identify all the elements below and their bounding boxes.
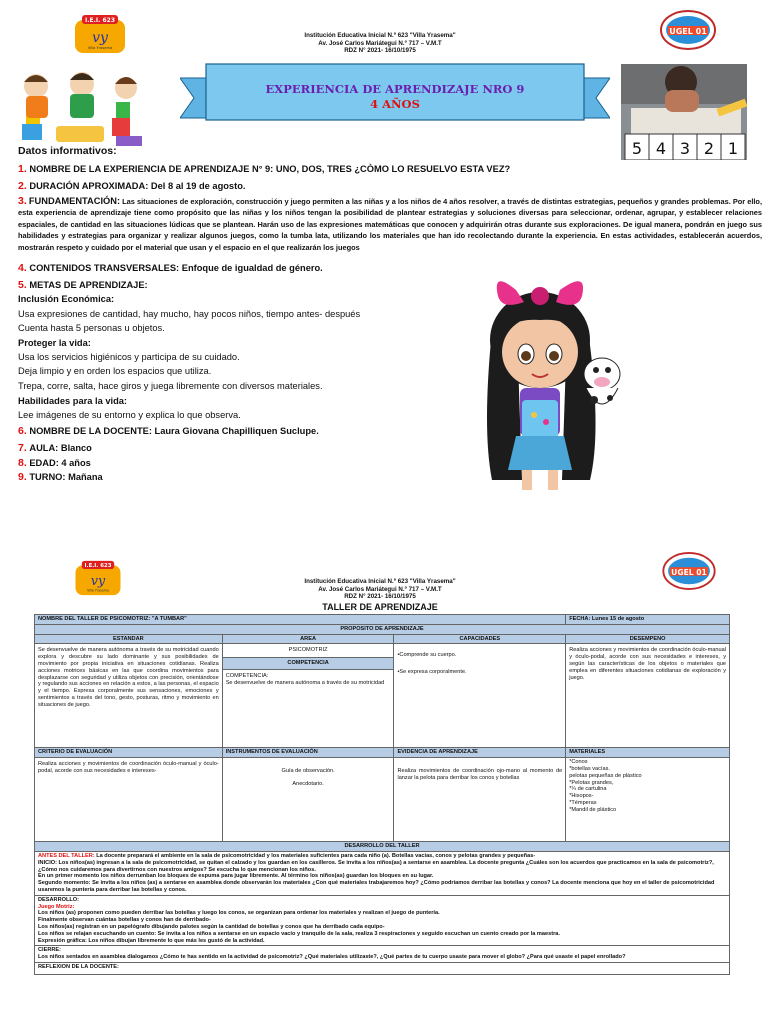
estandar-text: Se desenvuelve de manera autónoma a través de su motricidad cuando explora y descubre su lado dominante y sus posibilidades de movimiento por propia iniciativa en situaciones cotidianas. Realiza acciones motrices básicas en las que coordina movimientos para desplazarse con seguridad y utiliza objetos con precisión, orientándose y regulando sus acciones en relación a estos, a las personas, el espacio y el tiempo. Expresa corporalmente sus sensaciones, emociones y sentimientos a través del tono, gesto, posturas, ritmo y movimiento en situaciones de juego. (35, 644, 223, 748)
segundo-momento-text: Segundo momento: Se invita a los niños (as) a sentarse en asamblea donde observarán los materiales ¿Con qué materiales trabajaremos hoy? ¿Cómo podríamos derribar las botellas y conos? La docente menciona que hoy en el taller de psicomotricidad usaremos la puntería para derribar las botellas y conos. (38, 880, 715, 893)
desarrollo-line-5: Expresión gráfica: Los niños dibujan libremente lo que más les gustó de la actividad. (38, 937, 265, 944)
datos-informativos-heading: Datos informativos: (18, 145, 117, 157)
logo-script: vy (92, 30, 108, 46)
desarrollo-cell (35, 895, 730, 946)
item-2-text: DURACIÓN APROXIMADA: Del 8 al 19 de agosto. (29, 181, 246, 191)
item-4-number: 4. (18, 262, 27, 274)
item-1-text: NOMBRE DE LA EXPERIENCIA DE APRENDIZAJE N° 9: UNO, DOS, TRES ¿CÒMO LO RESUELVO ESTA VEZ? (29, 164, 511, 174)
item-5 (18, 280, 148, 291)
row-antes (35, 851, 730, 895)
logo2-top-text: I.E.I. 623 (84, 563, 112, 570)
habilidades-heading: Habilidades para la vida: (18, 396, 128, 406)
desarrollo-line-4: Los niños se relajan escuchando un cuento: Se invita a los niños a sentarse en un espacio vacío y tranquilo de la sala, realiza 3 respiraciones y seguido escuchan un cuento creado por la maestra. (38, 930, 560, 937)
antes-text: La docente preparará el ambiente en la sala de psicomotricidad y los materiales suficientes para cada niño (a). Botellas vacías, conos y pelotas grandes y pequeñas- (94, 852, 536, 859)
juego-motriz-label: Juego Motriz: (38, 903, 75, 910)
desarrollo-heading: DESARROLLO DEL TALLER (35, 842, 730, 852)
logo2-script: vy (90, 573, 106, 589)
institution-name: Institución Educativa Inicial N.º 623 "Villa Yrasema" (304, 32, 456, 39)
row-headers-1 (35, 634, 730, 644)
counting-activity-photo (621, 64, 747, 160)
proposito-heading: PROPOSITO DE APRENDIZAJE (35, 624, 730, 634)
material-8: *Mandil de plástico (569, 806, 617, 813)
item-9-text: TURNO: Mañana (29, 472, 103, 482)
experience-title (206, 82, 584, 111)
photo-number-5: 5 (631, 139, 643, 158)
inclusion-heading: Inclusión Económica: (18, 294, 115, 304)
institution-name-page2: Institución Educativa Inicial N.º 623 "Villa Yrasema" (304, 578, 456, 585)
capacidades-cell (394, 644, 566, 748)
logo-bottom-text: Villa Yrasema (87, 46, 113, 50)
area-heading: AREA (222, 634, 394, 644)
girl-cartoon-illustration (462, 270, 638, 494)
evidencia-heading: EVIDENCIA DE APRENDIZAJE (394, 748, 566, 758)
area-cell (222, 644, 394, 748)
row-proposito (35, 624, 730, 634)
habilidades-goal-1: Lee imágenes de su entorno y explica lo que observa. (18, 410, 241, 420)
taller-date: FECHA: Lunes 15 de agosto (566, 615, 730, 625)
estandar-heading: ESTANDAR (35, 634, 223, 644)
reflexion-label: REFLEXION DE LA DOCENTE: (35, 962, 730, 974)
institution-address-page2: Av. José Carlos Mariátegui N.º 717 – V.M.T (318, 585, 442, 593)
item-3-label: FUNDAMENTACIÓN: (28, 196, 121, 206)
item-7 (18, 443, 92, 454)
logo2-bottom-text: Villa Yrasema (87, 588, 109, 593)
instrumento-1: Guía de observación. (281, 768, 335, 775)
item-3-text: Las situaciones de exploración, construcción y juego permiten a las niñas y a los niños de 4 años resolver, a través de distintas estrategias, pequeños y grandes problemas. Por ello, esta experiencia de aprendizaje tiene como propósito que las niñas y los niños tengan la posibilidad de plantear estrategias y soluciones diversas para seleccionar, ordenar, agrupar, y establecer relaciones espaciales, de cantidad en las situaciones lúdicas que se plantean. Harán uso de las expresiones matemáticas que conocen y adquirirán otras durante sus exploraciones. De igual manera, pondrán en juego sus habilidades y estrategias para organizar y realizar algunos juegos, como la tumba lata, utilizando los materiales que han ido recolectando durante la experiencia. En estas actividades, establecerán acuerdos, mostrarán respeto y cuidado por el material que usan y el espacio en el que realizarán los juegos (18, 197, 762, 252)
instrumentos-cell (222, 758, 394, 842)
svg-text:UGEL 01: UGEL 01 (671, 567, 707, 577)
competencia-label: COMPETENCIA: (225, 672, 269, 679)
photo-number-1: 1 (727, 139, 739, 158)
materiales-heading: MATERIALES (566, 748, 730, 758)
item-5-text: METAS DE APRENDIZAJE: (29, 280, 148, 290)
row-desarrollo-heading (35, 842, 730, 852)
item-4 (18, 263, 323, 274)
evidencia-text: Realiza movimientos de coordinación ojo-mano al momento de lanzar la pelota para derribar los conos y botellas (394, 758, 566, 842)
desarrollo-label: DESARROLLO: (38, 896, 80, 903)
photo-number-4: 4 (655, 139, 667, 158)
title-line-1: EXPERIENCIA DE APRENDIZAJE NRO 9 (265, 82, 525, 96)
photo-number-3: 3 (679, 139, 691, 158)
material-7: *Témperas (569, 799, 597, 806)
competencia-heading: COMPETENCIA (223, 658, 394, 670)
taller-title: TALLER DE APRENDIZAJE (322, 602, 438, 612)
material-3: pelotas pequeñas de plástico (569, 772, 642, 779)
institution-rdz: RDZ N° 2021- 16/10/1975 (344, 47, 416, 54)
header-block-page2 (240, 578, 520, 601)
capacidad-2: •Se expresa corporalmente. (397, 669, 467, 676)
item-8-number: 8. (18, 457, 27, 469)
primer-momento-text: En un primer momento los niños derrumban los bloques de espuma para jugar libremente. Al término los niños(as) guardan los bloques en su lugar. (38, 873, 434, 880)
item-1 (18, 164, 510, 175)
area-value: PSICOMOTRIZ (223, 644, 394, 658)
item-9 (18, 472, 103, 483)
inclusion-goal-1: Usa expresiones de cantidad, hay mucho, hay pocos niños, tiempo antes- después (18, 309, 361, 319)
capacidad-1: •Comprende su cuerpo. (397, 652, 457, 659)
inicio-text: INICIO: Los niños(as) ingresan a la sala de psicomotricidad, se quitan el calzado y los guardan en los casilleros. Se invita a los niños(as) a sentarse en asamblea. La docente pregunta ¿Cuáles son los acuerdos que practicamos en la sala de psicomotriz?, ¿Cómo nos cuidaremos para divertirnos con nuestros amigos? Se escucha lo que mencionan los niños. (38, 859, 714, 873)
institution-rdz-page2: RDZ N° 2021- 16/10/1975 (344, 593, 416, 600)
kids-playing-illustration (16, 66, 146, 148)
proteger-goal-2: Deja limpio y en orden los espacios que utiliza. (18, 366, 212, 376)
cierre-cell (35, 946, 730, 963)
photo-number-2: 2 (703, 139, 715, 158)
taller-table (34, 614, 730, 975)
item-3-fundamentacion (18, 196, 762, 253)
school-logo-left-page2 (74, 560, 122, 596)
instrumentos-heading: INSTRUMENTOS DE EVALUACIÓN (222, 748, 394, 758)
material-2: *botellas vacías. (569, 765, 610, 772)
material-4: *Pelotas grandes, (569, 779, 614, 786)
item-6-text: NOMBRE DE LA DOCENTE: Laura Giovana Chapilliquen Suclupe. (29, 426, 319, 436)
inclusion-goal-2: Cuenta hasta 5 personas u objetos. (18, 323, 165, 333)
capacidades-heading: CAPACIDADES (394, 634, 566, 644)
cierre-label: CIERRE: (38, 947, 61, 954)
header-block (240, 32, 520, 55)
material-1: *Conos (569, 759, 588, 766)
item-2 (18, 181, 245, 192)
antes-label: ANTES DEL TALLER: (38, 852, 95, 859)
cierre-text: Los niños sentados en asamblea dialogamos ¿Cómo te has sentido en la actividad de psicomotriz? ¿Qué materiales utilizaste?, ¿Qué partes de tu cuerpo usaste para mover el globo? ¿Para qué usaste el papel enrollado? (38, 954, 626, 961)
item-6 (18, 426, 319, 437)
item-8-text: EDAD: 4 años (29, 458, 91, 468)
item-9-number: 9. (18, 471, 27, 483)
school-logo-right-page2 (662, 552, 716, 590)
proteger-heading: Proteger la vida: (18, 338, 91, 348)
item-7-text: AULA: Blanco (29, 443, 92, 453)
item-6-number: 6. (18, 425, 27, 437)
proteger-goal-1: Usa los servicios higiénicos y participa de su cuidado. (18, 352, 240, 362)
item-8 (18, 458, 91, 469)
item-2-number: 2. (18, 180, 27, 192)
item-1-number: 1. (18, 163, 27, 175)
item-5-number: 5. (18, 279, 27, 291)
antes-cell (35, 851, 730, 895)
desempeno-heading: DESEMPENO (566, 634, 730, 644)
row-reflexion (35, 962, 730, 974)
title-line-2: 4 AÑOS (370, 97, 420, 111)
row-content-2 (35, 758, 730, 842)
desarrollo-line-1: Los niños (as) proponen como pueden derribar las botellas y luego los conos, se organizan para ordenar los materiales y realizan el juego de puntería. (38, 910, 440, 917)
logo-top-text: I.E.I. 623 (84, 17, 116, 24)
desempeno-text: Realiza acciones y movimientos de coordinación óculo-manual y óculo-podal, acorde con sus necesidades e intereses, y según las características de los objetos o materiales que emplea en diferentes situaciones cotidianas de exploración y juego. (566, 644, 730, 748)
desarrollo-line-3: Los niños(as) registran en un papelógrafo dibujando palotes según la cantidad de botellas y conos que ha derribado cada equipo- (38, 923, 385, 930)
school-logo-left (74, 14, 126, 54)
svg-text:UGEL 01: UGEL 01 (669, 27, 707, 36)
materiales-cell (566, 758, 730, 842)
row-headers-2 (35, 748, 730, 758)
row-content-1 (35, 644, 730, 748)
instrumento-2: Anecdotario. (292, 780, 324, 787)
material-6: *Hisopos- (569, 793, 594, 800)
competencia-text: Se desenvuelve de manera autónoma a través de su motricidad (225, 679, 385, 686)
taller-name: NOMBRE DEL TALLER DE PSICOMOTRIZ: "A TUMBAR" (35, 615, 566, 625)
item-4-text: CONTENIDOS TRANSVERSALES: Enfoque de igualdad de género. (29, 263, 323, 273)
criterio-text: Realiza acciones y movimientos de coordinación óculo-manual y óculo-podal, acorde con sus necesidades e intereses- (35, 758, 223, 842)
proteger-goal-3: Trepa, corre, salta, hace giros y juega libremente con diversos materiales. (18, 381, 323, 391)
item-3-number: 3. (18, 195, 27, 207)
competencia-block (223, 670, 394, 690)
school-logo-right (660, 10, 716, 50)
row-cierre (35, 946, 730, 963)
item-7-number: 7. (18, 442, 27, 454)
material-5: *¼ de cartulina (569, 786, 607, 793)
desarrollo-line-2: Finalmente observan cuántas botellas y conos han de derribado- (38, 917, 211, 924)
institution-address: Av. José Carlos Mariátegui N.º 717 – V.M.T (318, 39, 442, 47)
criterio-heading: CRITERIO DE EVALUACIÓN (35, 748, 223, 758)
row-desarrollo (35, 895, 730, 946)
row-nombre (35, 615, 730, 625)
